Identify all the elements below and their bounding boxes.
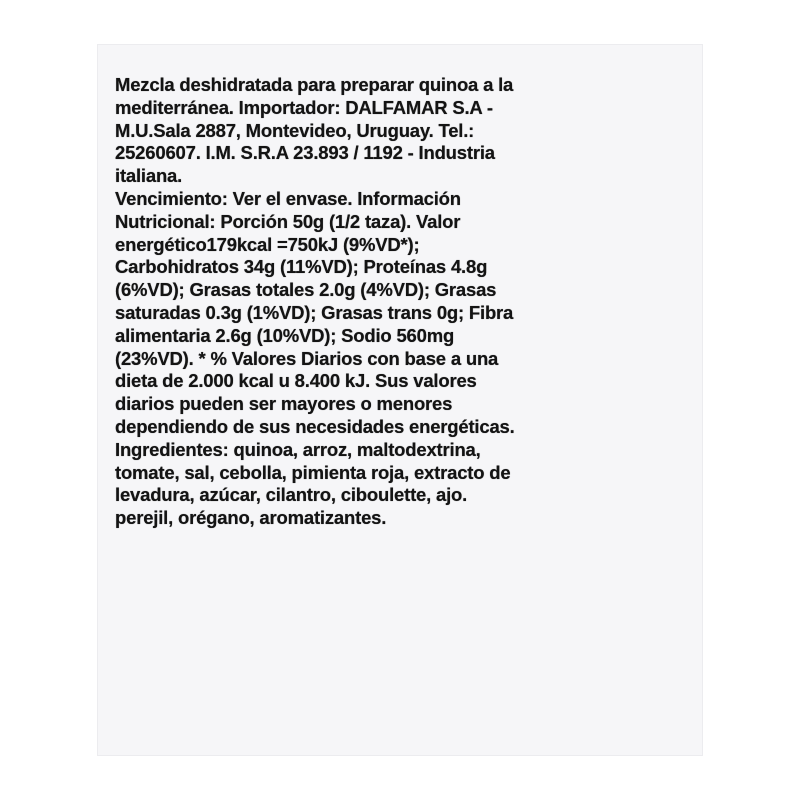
label-line-diet-basis: dieta de 2.000 kcal u 8.400 kJ. Sus valores	[115, 370, 477, 392]
label-line-registration: 25260607. I.M. S.R.A 23.893 / 1192 - Industria	[115, 142, 495, 164]
label-line-saturated-fat: saturadas 0.3g (1%VD); Grasas trans 0g; Fibra	[115, 301, 514, 323]
label-line-fiber-sodium: alimentaria 2.6g (10%VD); Sodio 560mg	[115, 324, 455, 346]
label-text-block	[115, 74, 695, 530]
label-line-address: M.U.Sala 2887, Montevideo, Uruguay. Tel.:	[115, 119, 475, 141]
label-line-ingredients-2: tomate, sal, cebolla, pimienta roja, extracto de	[115, 461, 511, 483]
label-line-importer: mediterránea. Importador: DALFAMAR S.A -	[115, 96, 493, 118]
label-line-carbs-protein: Carbohidratos 34g (11%VD); Proteínas 4.8g	[115, 256, 488, 278]
label-line-ingredients-3: levadura, azúcar, cilantro, ciboulette, ajo.	[115, 484, 468, 506]
label-line-ingredients: Ingredientes: quinoa, arroz, maltodextrina,	[115, 438, 481, 460]
label-line-serving: Nutricional: Porción 50g (1/2 taza). Valor	[115, 210, 461, 232]
product-label	[97, 44, 703, 756]
label-line-ingredients-4: perejil, orégano, aromatizantes.	[115, 507, 387, 529]
label-line-energy-needs: dependiendo de sus necesidades energéticas.	[115, 415, 515, 437]
label-line-total-fat: (6%VD); Grasas totales 2.0g (4%VD); Grasas	[115, 279, 497, 301]
label-line-origin: italiana.	[115, 165, 183, 187]
label-line-product-description: Mezcla deshidratada para preparar quinoa a la	[115, 74, 514, 95]
label-line-daily-note: diarios pueden ser mayores o menores	[115, 393, 453, 415]
label-line-daily-values: (23%VD). * % Valores Diarios con base a una	[115, 347, 499, 369]
label-line-energy: energético179kcal =750kJ (9%VD*);	[115, 233, 420, 255]
label-line-expiry: Vencimiento: Ver el envase. Información	[115, 187, 461, 209]
